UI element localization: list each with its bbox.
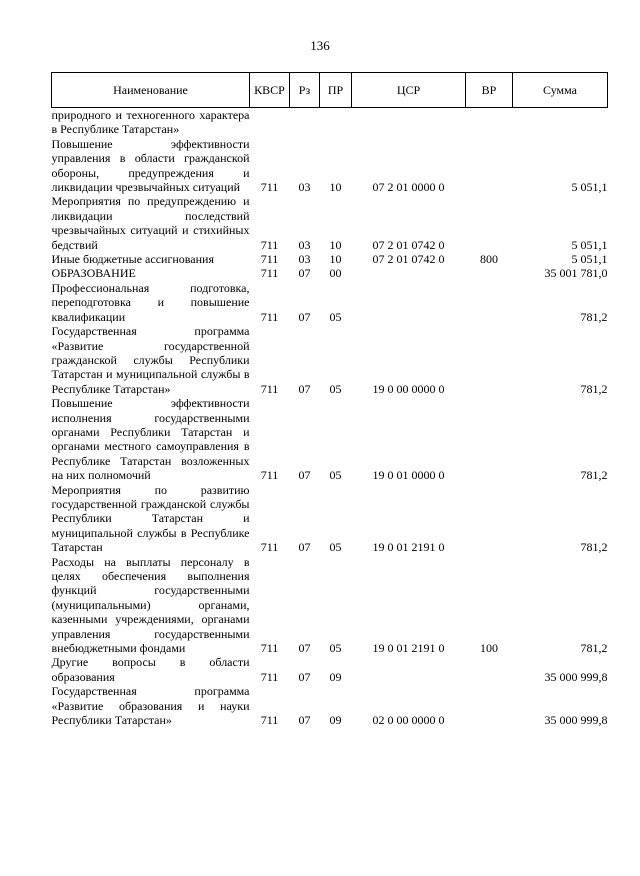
row-name: Другие вопросы в области образования [51,655,250,684]
row-name: Государственная программа «Развитие образования и науки Республики Татарстан» [51,684,250,728]
row-rz: 07 [298,713,311,728]
row-sum: 35 000 999,8 [544,669,608,684]
row-vr [466,396,513,482]
row-vr [466,324,513,396]
table-row [52,655,608,684]
row-kvsr: 711 [260,309,279,324]
table-row [52,194,608,252]
row-rz [290,108,320,137]
row-csr: 07 2 01 0742 0 [372,252,445,267]
row-pr: 00 [329,266,342,281]
row-rz: 07 [298,381,311,396]
row-rz: 07 [298,266,311,281]
row-rz: 07 [298,540,311,555]
row-csr: 02 0 00 0000 0 [372,713,445,728]
table-row [52,684,608,727]
row-vr [466,655,513,684]
row-pr: 05 [329,641,342,656]
row-csr: 07 2 01 0000 0 [372,180,445,195]
row-rz: 07 [298,641,311,656]
row-name: Иные бюджетные ассигнования [51,252,214,267]
row-sum: 781,2 [580,540,608,555]
row-sum: 781,2 [580,468,608,483]
row-name: Расходы на выплаты персоналу в целях обеспечения выполнения функций государственными (муниципальными) органами, казенными учреждениями, органами управления государственными внебюджетными фондами [51,554,250,656]
row-csr: 19 0 01 2191 0 [372,641,445,656]
row-vr [466,108,513,137]
row-csr: 19 0 01 0000 0 [372,468,445,483]
row-kvsr: 711 [260,468,279,483]
row-vr: 800 [480,252,498,267]
row-name: Мероприятия по развитию государственной гражданской службы Республики Татарстан и муниципальной службы в Республике Татарстан [51,482,250,555]
row-kvsr: 711 [260,381,279,396]
row-vr [466,281,513,324]
row-pr: 10 [329,237,342,252]
header-pr: ПР [320,73,352,108]
row-kvsr: 711 [260,237,279,252]
row-vr [466,483,513,555]
row-rz: 07 [298,468,311,483]
row-pr: 10 [329,252,342,267]
header-name: Наименование [52,73,250,108]
page-number: 136 [310,38,330,53]
row-pr: 05 [329,309,342,324]
row-name: Повышение эффективности управления в области гражданской обороны, предупреждения и ликвидации чрезвычайных ситуаций [51,136,250,195]
table-row [52,108,608,137]
table-row [52,324,608,396]
row-name: природного и техногенного характера в Республике Татарстан» [51,108,250,137]
row-kvsr: 711 [260,252,279,267]
row-csr: 07 2 01 0742 0 [372,237,445,252]
table-row [52,252,608,266]
row-pr [320,108,352,137]
header-vr: ВР [466,73,513,108]
row-vr [466,137,513,195]
header-sum: Сумма [513,73,608,108]
table-row [52,555,608,656]
row-kvsr [250,108,290,137]
row-name: Государственная программа «Развитие государственной гражданской службы Республики Татарстан и муниципальной службы в Республике Татарстан» [51,324,250,396]
row-name: Профессиональная подготовка, переподготовка и повышение квалификации [51,280,250,324]
table-row [52,396,608,482]
row-rz: 03 [298,252,311,267]
row-sum: 5 051,1 [571,237,608,252]
row-vr: 100 [480,641,498,656]
table-row [52,137,608,195]
row-vr [466,194,513,252]
row-sum: 35 001 781,0 [544,266,608,281]
row-sum [513,108,608,137]
row-kvsr: 711 [260,669,279,684]
row-pr: 05 [329,540,342,555]
row-rz: 07 [298,309,311,324]
row-pr: 05 [329,381,342,396]
row-rz: 07 [298,669,311,684]
row-csr [352,266,466,280]
row-sum: 781,2 [580,381,608,396]
row-name: Мероприятия по предупреждению и ликвидации последствий чрезвычайных ситуаций и стихийных бедствий [51,194,250,252]
row-sum: 5 051,1 [571,252,608,267]
row-sum: 5 051,1 [571,180,608,195]
table-row [52,266,608,280]
row-name: ОБРАЗОВАНИЕ [51,266,136,281]
table-header-row [52,73,608,108]
row-pr: 09 [329,713,342,728]
budget-table [51,72,608,727]
row-csr [352,108,466,137]
row-pr: 10 [329,180,342,195]
row-rz: 03 [298,180,311,195]
header-rz: Рз [290,73,320,108]
row-sum: 781,2 [580,309,608,324]
row-csr [352,281,466,324]
row-kvsr: 711 [260,540,279,555]
row-csr [352,655,466,684]
row-sum: 781,2 [580,641,608,656]
row-csr: 19 0 01 2191 0 [372,540,445,555]
row-vr [466,684,513,727]
row-sum: 35 000 999,8 [544,713,608,728]
row-name: Повышение эффективности исполнения государственными органами Республики Татарстан и органами местного самоуправления в Республике Татарстан возложенных на них полномочий [51,396,250,483]
table-row [52,281,608,324]
row-kvsr: 711 [260,266,279,281]
row-kvsr: 711 [260,641,279,656]
row-kvsr: 711 [260,180,279,195]
row-vr [466,266,513,280]
row-csr: 19 0 00 0000 0 [372,381,445,396]
row-rz: 03 [298,237,311,252]
table-row [52,483,608,555]
header-kvsr: КВСР [250,73,290,108]
header-csr: ЦСР [352,73,466,108]
row-kvsr: 711 [260,713,279,728]
row-pr: 09 [329,669,342,684]
row-pr: 05 [329,468,342,483]
